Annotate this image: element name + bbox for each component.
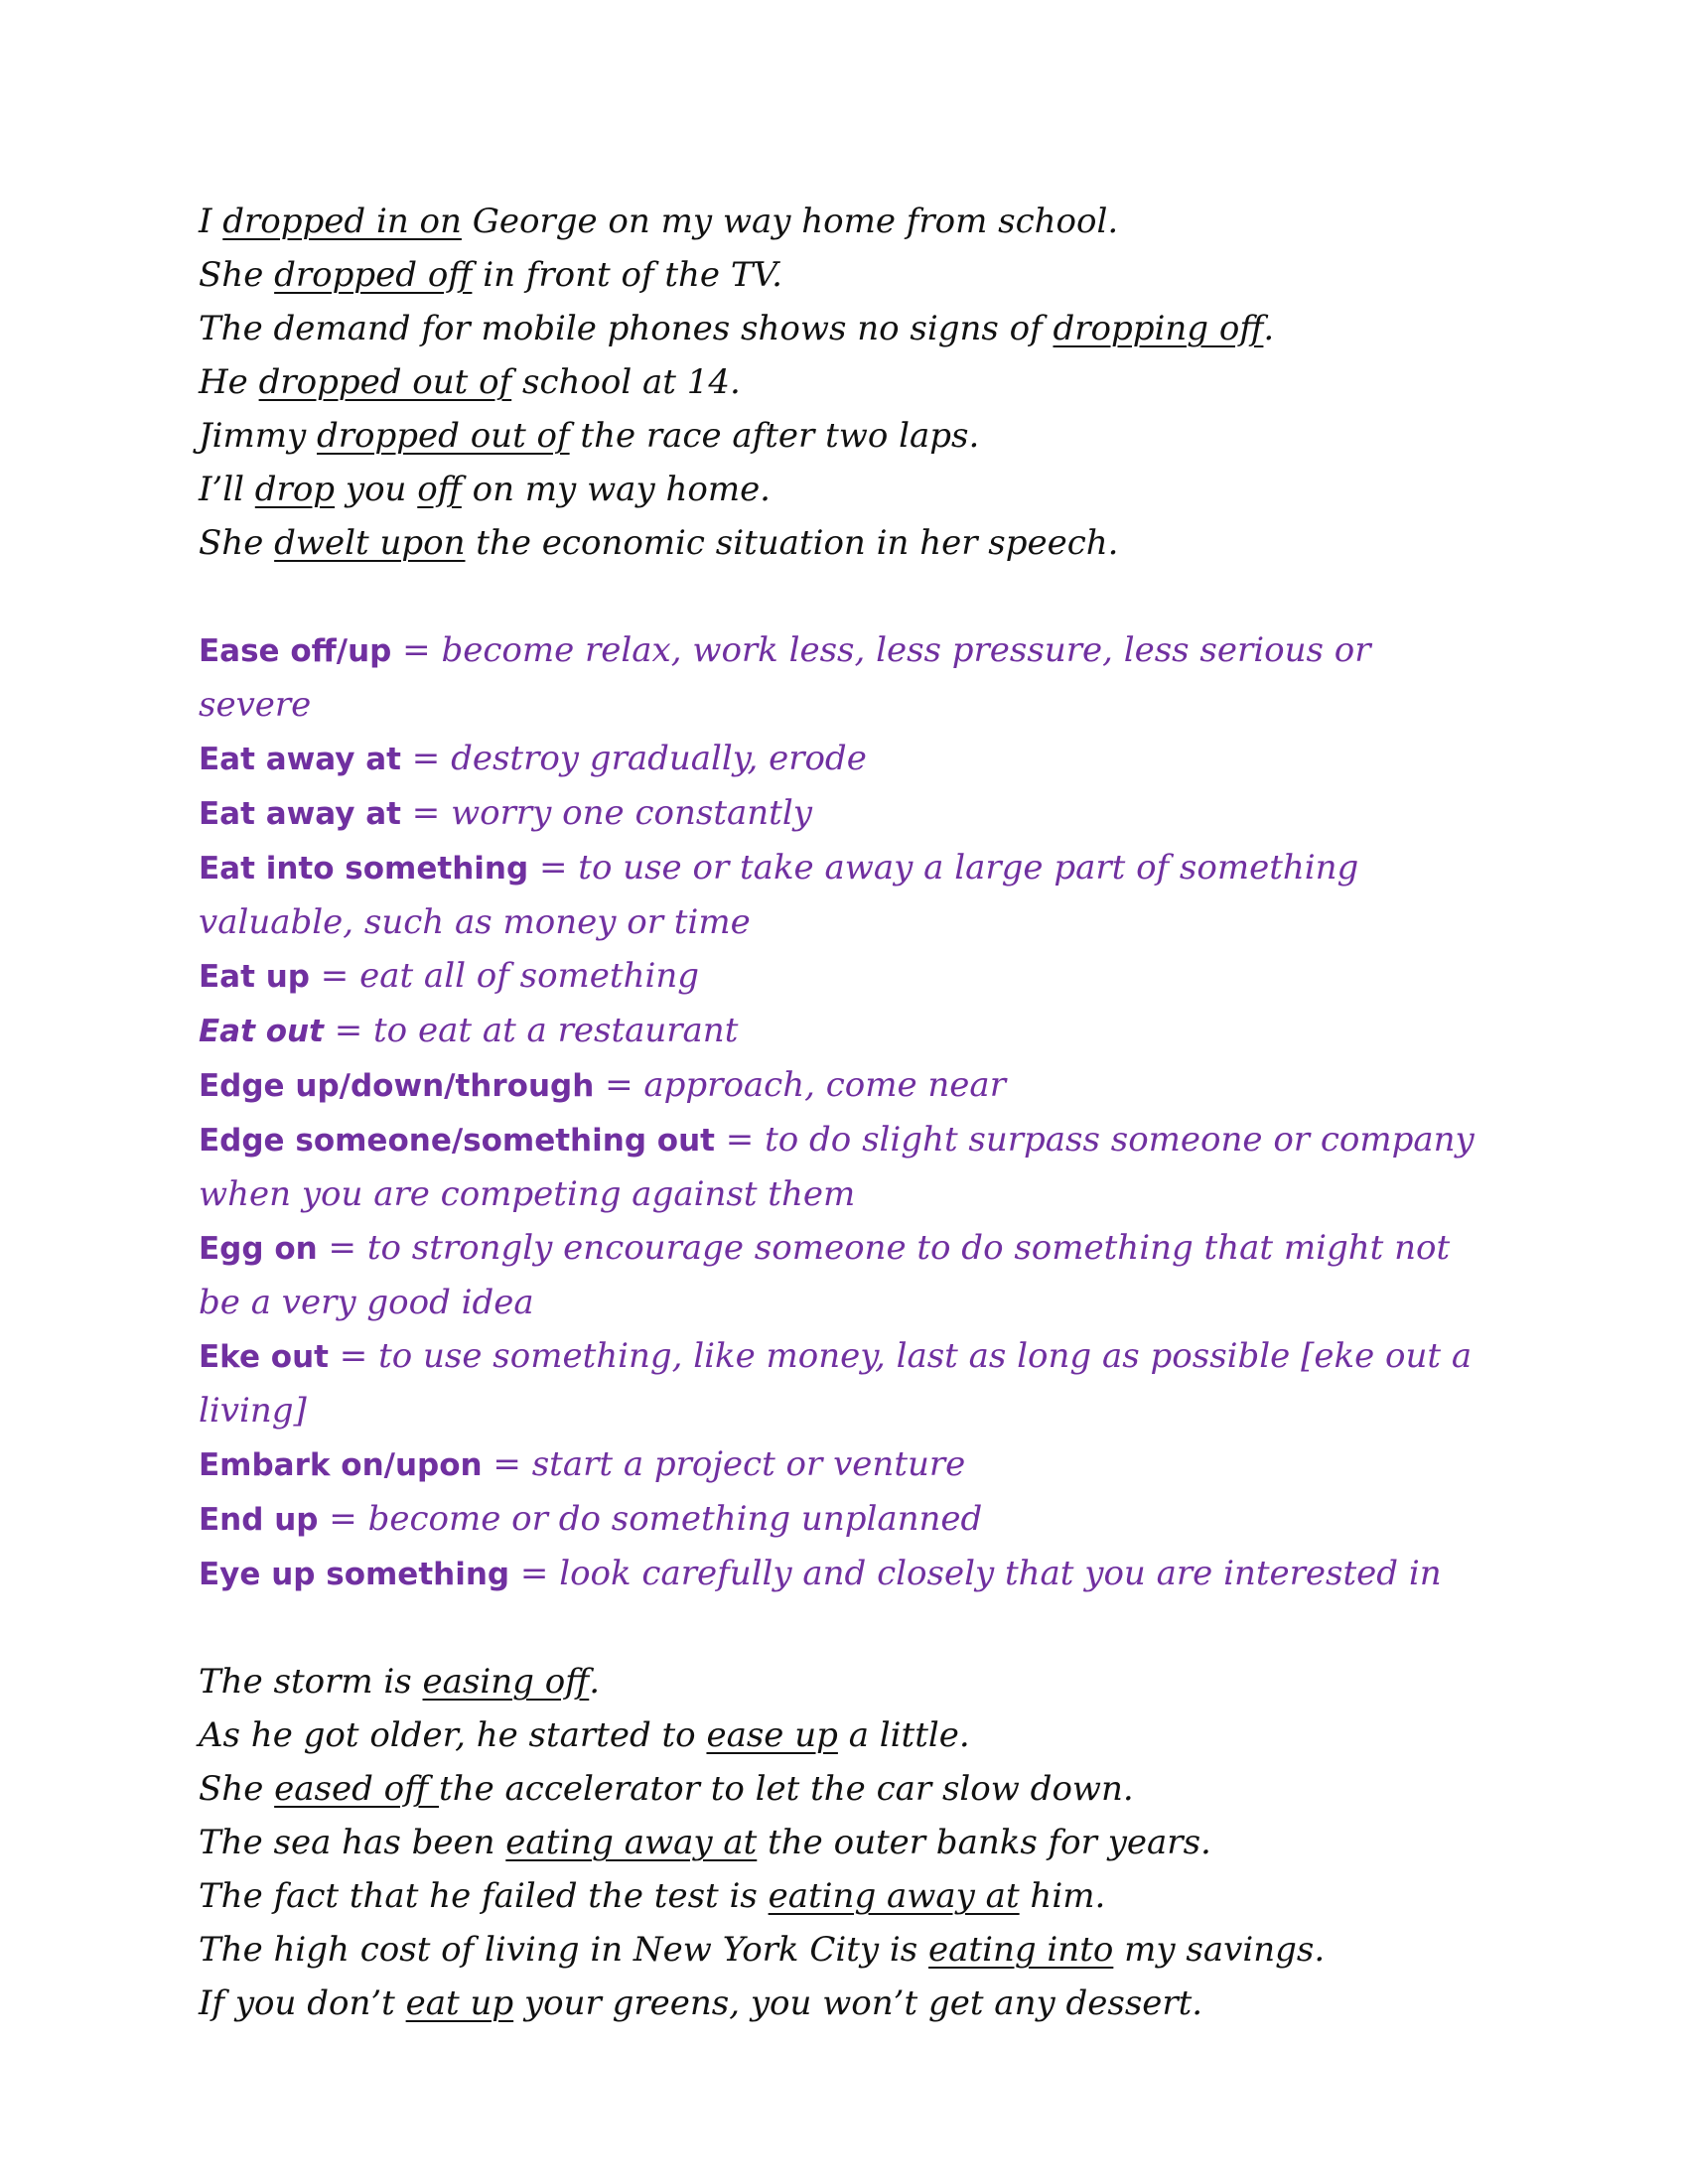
definition-entry [199, 1547, 1489, 1601]
definition-meaning: = to do slight surpass someone or company when you are competing against them [199, 1120, 1475, 1214]
phrasal-verb: eating away at [768, 1876, 1020, 1916]
definition-term: Eat away at [199, 796, 401, 832]
example-sentence: She dropped off in front of the TV. [199, 255, 782, 295]
definition-term: Eye up something [199, 1557, 510, 1592]
phrasal-verb: dropped out of [258, 362, 512, 402]
definition-term: Eke out [199, 1339, 329, 1375]
definition-meaning: = look carefully and closely that you are interested in [509, 1554, 1442, 1593]
example-sentence: I’ll drop you off on my way home. [199, 470, 771, 509]
phrasal-verb: eating into [928, 1930, 1114, 1970]
definition-entry [199, 1492, 1489, 1547]
example-sentence: I dropped in on George on my way home from school. [199, 202, 1119, 241]
definition-meaning: = become or do something unplanned [318, 1499, 983, 1539]
definition-entry [199, 1004, 1489, 1058]
definition-term: Egg on [199, 1231, 318, 1267]
definition-meaning: = eat all of something [309, 956, 699, 996]
definition-entry [199, 623, 1489, 732]
definition-entry [199, 949, 1489, 1004]
phrasal-verb: drop [254, 470, 336, 509]
phrasal-verb: dwelt upon [274, 523, 466, 563]
definition-entry [199, 786, 1489, 841]
definition-term: Ease off/up [199, 633, 392, 669]
definition-term: Eat into something [199, 851, 529, 887]
definition-meaning: = to use something, like money, last as long as possible [eke out a living] [199, 1336, 1473, 1431]
phrasal-verb: easing off [422, 1662, 590, 1702]
definition-entry [199, 1329, 1489, 1437]
definition-term: Eat out [199, 1014, 324, 1049]
examples-bottom [199, 1655, 1489, 2030]
phrasal-verb: eat up [405, 1983, 514, 2023]
example-sentence: The sea has been eating away at the outer banks for years. [199, 1823, 1211, 1862]
definition-term: Eat up [199, 959, 310, 995]
definition-meaning: = become relax, work less, less pressure, less serious or severe [199, 630, 1371, 725]
definition-entry [199, 841, 1489, 949]
example-sentence: If you don’t eat up your greens, you won’t get any dessert. [199, 1983, 1203, 2023]
spacer [199, 1601, 1489, 1655]
phrasal-verb: eased off [274, 1769, 440, 1809]
example-sentence: The fact that he failed the test is eating away at him. [199, 1876, 1106, 1916]
phrasal-verb: ease up [706, 1715, 838, 1755]
phrasal-verb: dropped off [274, 255, 473, 295]
example-sentence: She dwelt upon the economic situation in her speech. [199, 523, 1119, 563]
phrasal-verb-particle: off [417, 470, 462, 509]
definition-entry [199, 1437, 1489, 1492]
definition-entry [199, 1221, 1489, 1329]
definition-entry [199, 1113, 1489, 1221]
phrasal-verb: dropped in on [222, 202, 462, 241]
example-sentence: He dropped out of school at 14. [199, 362, 741, 402]
definition-meaning: = worry one constantly [400, 793, 812, 833]
definition-entry [199, 732, 1489, 786]
definition-term: Edge someone/something out [199, 1123, 715, 1159]
definition-term: Eat away at [199, 742, 401, 777]
example-sentence: She eased off the accelerator to let the car slow down. [199, 1769, 1134, 1809]
example-sentence: The high cost of living in New York City is eating into my savings. [199, 1930, 1326, 1970]
definitions-list [199, 623, 1489, 1601]
phrasal-verb: eating away at [505, 1823, 758, 1862]
definition-meaning: = destroy gradually, erode [400, 739, 867, 778]
example-sentence: Jimmy dropped out of the race after two laps. [199, 416, 980, 456]
definition-meaning: = start a project or venture [482, 1444, 966, 1484]
definition-meaning: = to eat at a restaurant [323, 1011, 739, 1050]
document-page [199, 195, 1489, 2030]
definition-meaning: = to strongly encourage someone to do something that might not be a very good idea [199, 1228, 1451, 1322]
example-sentence: The demand for mobile phones shows no signs of dropping off. [199, 309, 1275, 348]
examples-top [199, 195, 1489, 570]
phrasal-verb: dropped out of [317, 416, 570, 456]
definition-entry [199, 1058, 1489, 1113]
definition-meaning: = to use or take away a large part of something valuable, such as money or time [199, 848, 1359, 942]
definition-meaning: = approach, come near [594, 1065, 1006, 1105]
example-sentence: As he got older, he started to ease up a little. [199, 1715, 970, 1755]
spacer [199, 570, 1489, 623]
definition-term: End up [199, 1502, 319, 1538]
definition-term: Embark on/upon [199, 1447, 483, 1483]
definition-term: Edge up/down/through [199, 1068, 595, 1104]
phrasal-verb: dropping off [1053, 309, 1264, 348]
example-sentence: The storm is easing off. [199, 1662, 601, 1702]
